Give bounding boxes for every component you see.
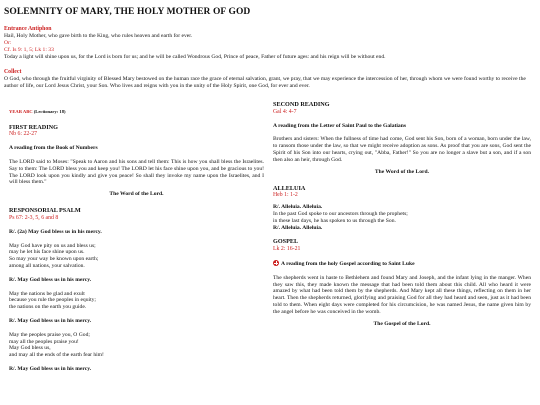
first-reading-heading: FIRST READING (9, 123, 58, 131)
gospel-heading: GOSPEL (273, 238, 299, 246)
psalm-line: May God have pity on us and bless us; (9, 242, 96, 249)
psalm-stanza-2 (9, 291, 264, 311)
red-cross-icon (273, 260, 279, 266)
psalm-response: R/. (2a) May God bless us in his mercy. (9, 228, 102, 235)
second-reading-section (273, 101, 531, 176)
first-reading-source: A reading from the Book of Numbers (9, 145, 98, 152)
psalm-line: the nations on the earth you guide. (9, 304, 87, 311)
psalm-response: R/. May God bless us in his mercy. (9, 366, 92, 373)
right-column (273, 101, 531, 328)
lectionary-line (9, 109, 264, 115)
psalm-section (9, 207, 264, 373)
alleluia-heading: ALLELUIA (273, 184, 306, 192)
psalm-line: among all nations, your salvation. (9, 262, 85, 269)
entrance-or-label: Or: (4, 39, 12, 46)
first-reading-text: The LORD said to Moses: "Speak to Aaron and his sons and tell them: This is how you shall bless the Israelites. Say to them: The LORD bless you and keep you! The LORD let his face shine upon you, and be gracious to you! The LORD look upon you kindly and give you peace! So shall they invoke my name upon the Israelites, and I will bless them." (9, 159, 264, 186)
gospel-section (273, 238, 531, 327)
gospel-ref: Lk 2: 16-21 (273, 245, 301, 252)
psalm-line: May the peoples praise you, O God; (9, 331, 90, 338)
second-reading-text: Brothers and sisters: When the fullness of time had come, God sent his Son, born of a woman, born under the law, to ransom those under the law, so that we might receive adoption as sons. As proof that you are sons, God sent the Spirit of his Son into our hearts, crying out, "Abba, Father!" So you are no longer a slave but a son, and if a son then also an heir, through God. (273, 136, 531, 163)
year-label: YEAR ABC (9, 109, 33, 114)
gospel-source: A reading from the holy Gospel according to Saint Luke (281, 261, 415, 267)
psalm-line: because you rule the peoples in equity; (9, 297, 96, 304)
psalm-line: may all the peoples praise you! (9, 338, 79, 345)
first-reading-closing: The Word of the Lord. (109, 191, 164, 198)
entrance-antiphon-heading: Entrance Antiphon (4, 26, 52, 32)
psalm-line: May God bless us, (9, 345, 51, 352)
psalm-heading: RESPONSORIAL PSALM (9, 207, 81, 215)
alleluia-response: R/. Alleluia. Alleluia. (273, 204, 323, 211)
second-reading-ref: Gal 4: 4-7 (273, 108, 297, 115)
lectionary-number: (Lectionary: 18) (33, 109, 66, 114)
page-title: SOLEMNITY OF MARY, THE HOLY MOTHER OF GOD (4, 7, 251, 17)
psalm-response: R/. May God bless us in his mercy. (9, 276, 92, 283)
entrance-alt-ref: Cf. Is 9: 1, 5; Lk 1: 33 (4, 46, 54, 53)
psalm-response: R/. May God bless us in his mercy. (9, 318, 92, 325)
entrance-antiphon-section (4, 26, 532, 60)
gospel-closing: The Gospel of the Lord. (373, 320, 431, 327)
psalm-stanza-1 (9, 243, 264, 270)
second-reading-closing: The Word of the Lord. (374, 168, 430, 175)
collect-section (4, 69, 532, 90)
psalm-ref: Ps 67: 2-3, 5, 6 and 8 (9, 214, 59, 221)
first-reading-ref: Nb 6: 22-27 (9, 131, 38, 138)
psalm-line: and may all the ends of the earth fear him! (9, 352, 104, 359)
first-reading-section (9, 124, 264, 199)
psalm-line: So may your way be known upon earth; (9, 256, 99, 263)
psalm-stanza-3 (9, 332, 264, 359)
second-reading-heading: SECOND READING (273, 101, 330, 108)
collect-heading: Collect (4, 69, 22, 75)
alleluia-verse: In the past God spoke to our ancestors through the prophets; (273, 210, 408, 217)
second-reading-source: A reading from the Letter of Saint Paul to the Galatians (273, 122, 407, 129)
psalm-line: may he let his face shine upon us. (9, 249, 85, 256)
alleluia-response: R/. Alleluia. Alleluia. (273, 224, 323, 231)
left-column (9, 109, 264, 373)
gospel-text: The shepherds went in haste to Bethlehem and found Mary and Joseph, and the infant lying in the manger. When they saw this, they made known the message that had been told them about this child. All who heard it were amazed by what had been told them by the shepherds. And Mary kept all these things, reflecting on them in her heart. Then the shepherds returned, glorifying and praising God for all they had heard and seen, just as it had been told to them. When eight days were completed for his circumcision, he was named Jesus, the name given him by the angel before he was conceived in the womb. (273, 274, 531, 315)
gospel-source-line (273, 260, 531, 268)
collect-text: O God, who through the fruitful virginity of Blessed Mary bestowed on the human race the grace of eternal salvation, grant, we pray, that we may experience the intercession of her, through whom we were found worthy to receive the author of life, our Lord Jesus Christ, your Son. Who lives and reigns with you in the unity of the Holy Spirit, one God, for ever and ever. (4, 76, 526, 89)
psalm-line: May the nations be glad and exult (9, 290, 85, 297)
entrance-alt-text: Today a light will shine upon us, for the Lord is born for us; and he will be called Wondrous God, Prince of peace, Father of future ages: and his reign will be without end. (4, 53, 386, 60)
alleluia-ref: Heb 1: 1-2 (273, 192, 298, 199)
alleluia-section (273, 185, 531, 232)
entrance-antiphon-text: Hail, Holy Mother, who gave birth to the King, who rules heaven and earth for ever. (4, 33, 193, 40)
alleluia-verse: in these last days, he has spoken to us through the Son. (273, 217, 396, 224)
